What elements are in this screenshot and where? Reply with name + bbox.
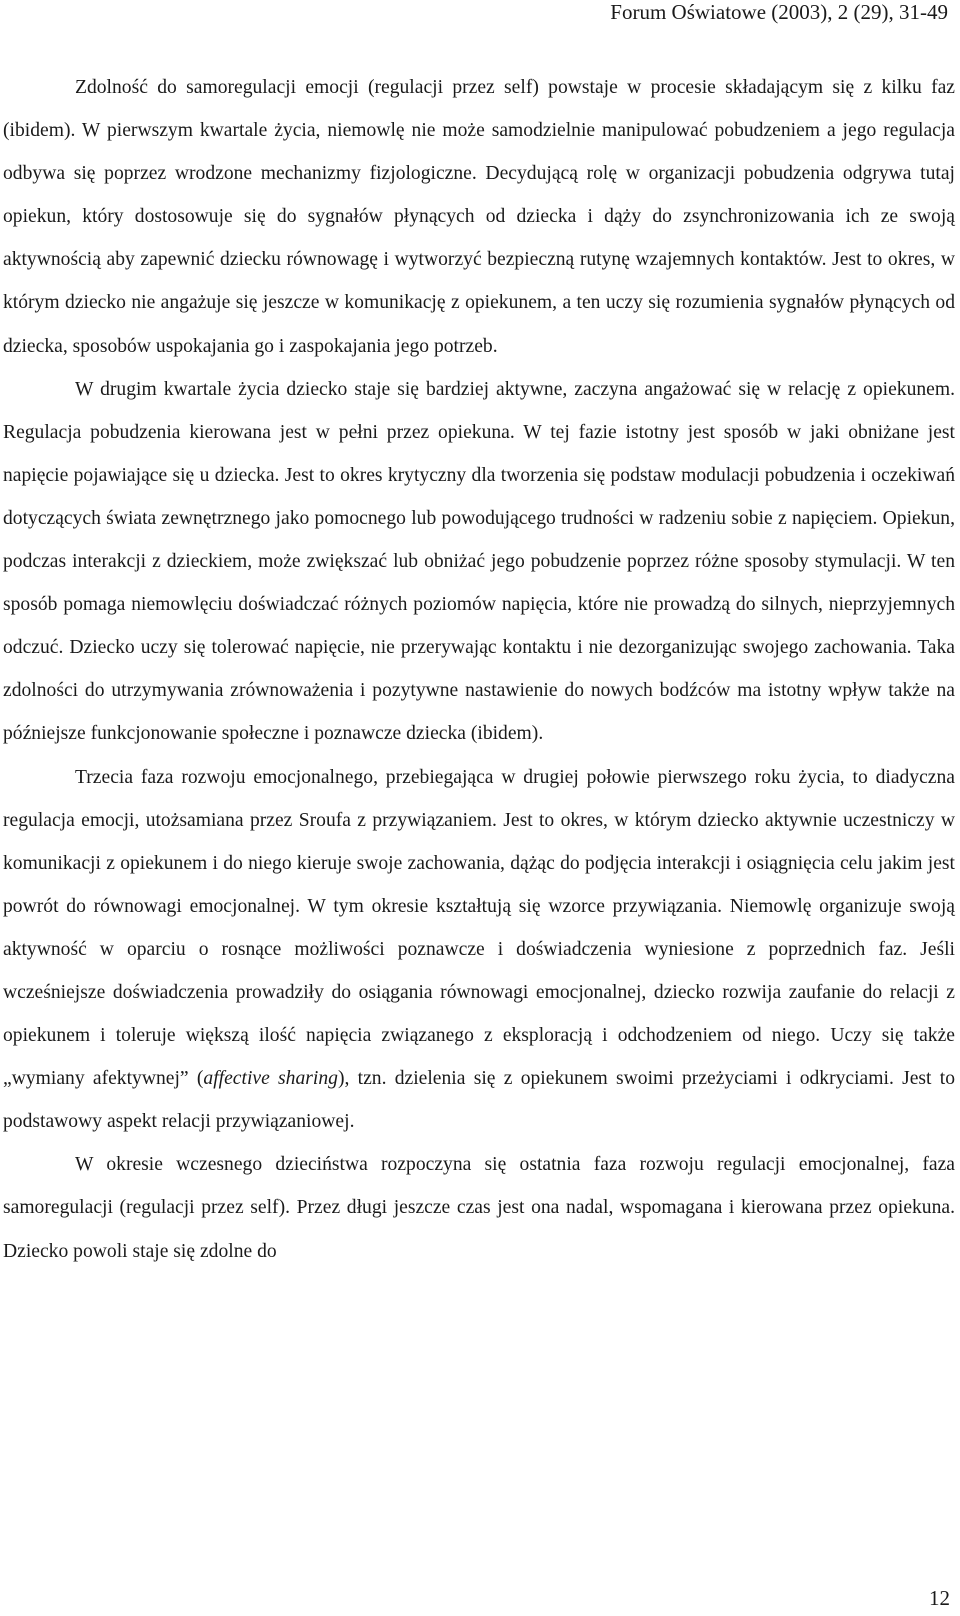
paragraph xyxy=(3,368,955,756)
text-run: Trzecia faza rozwoju emocjonalnego, przebiegająca w drugiej połowie pierwszego roku życia, to diadyczna regulacja emocji, utożsamiana przez Sroufa z przywiązaniem. Jest to okres, w którym dziecko aktywnie uczestniczy w komunikacji z opiekunem i do niego kieruje swoje zachowania, dążąc do podjęcia interakcji i osiągnięcia celu jakim jest powrót do równowagi emocjonalnej. W tym okresie kształtują się wzorce przywiązania. Niemowlę organizuje swoją aktywność w oparciu o rosnące możliwości poznawcze i doświadczenia wyniesione z poprzednich faz. Jeśli wcześniejsze doświadczenia prowadziły do osiągania równowagi emocjonalnej, dziecko rozwija zaufanie do relacji z opiekunem i toleruje większą ilość napięcia związanego z eksploracją i odchodzeniem od niego. Uczy się także „wymiany afektywnej” ( xyxy=(3,766,955,1090)
italic-term: affective sharing xyxy=(203,1068,338,1090)
text-run: ), tzn. dzielenia się z opiekunem swoimi przeżyciami i odkryciami. Jest to podstawowy aspekt relacji przywiązaniowej. xyxy=(3,1068,956,1133)
text-run: W drugim kwartale życia dziecko staje się bardziej aktywne, zaczyna angażować się w relację z opiekunem. Regulacja pobudzenia kierowana jest w pełni przez opiekuna. W tej fazie istotny jest sposób w jaki obniżane jest napięcie pojawiające się u dziecka. Jest to okres krytyczny dla tworzenia się podstaw modulacji pobudzenia i oczekiwań dotyczących świata zewnętrznego jako pomocnego lub powodującego trudności w radzeniu sobie z napięciem. Opiekun, podczas interakcji z dzieckiem, może zwiększać lub obniżać jego pobudzenie poprzez różne sposoby stymulacji. W ten sposób pomaga niemowlęciu doświadczać różnych poziomów napięcia, które nie prowadzą do silnych, nieprzyjemnych odczuć. Dziecko uczy się tolerować napięcie, nie przerywając kontaktu i nie dezorganizując swojego zachowania. Taka zdolności do utrzymywania zrównoważenia i pozytywne nastawienie do nowych bodźców ma istotny wpływ także na późniejsze funkcjonowanie społeczne i poznawcze dziecka (ibidem). xyxy=(3,378,955,745)
page-number: 12 xyxy=(929,1586,950,1610)
running-header: Forum Oświatowe (2003), 2 (29), 31-49 xyxy=(610,0,948,24)
paragraph xyxy=(3,66,955,368)
text-run: W okresie wczesnego dzieciństwa rozpoczyna się ostatnia faza rozwoju regulacji emocjonalnej, faza samoregulacji (regulacji przez self). Przez długi jeszcze czas jest ona nadal, wspomagana i kierowana przez opiekuna. Dziecko powoli staje się zdolne do xyxy=(3,1154,955,1262)
paragraph xyxy=(3,756,955,1144)
paragraph xyxy=(3,1143,955,1272)
body-text xyxy=(3,66,955,1273)
text-run: Zdolność do samoregulacji emocji (regulacji przez self) powstaje w procesie składającym się z kilku faz (ibidem). W pierwszym kwartale życia, niemowlę nie może samodzielnie manipulować pobudzeniem a jego regulacja odbywa się poprzez wrodzone mechanizmy fizjologiczne. Decydującą rolę w organizacji pobudzenia odgrywa tutaj opiekun, który dostosowuje się do sygnałów płynących od dziecka i dąży do zsynchronizowania ich ze swoją aktywnością aby zapewnić dziecku równowagę i wytworzyć bezpieczną rutynę wzajemnych kontaktów. Jest to okres, w którym dziecko nie angażuje się jeszcze w komunikację z opiekunem, a ten uczy się rozumienia sygnałów płynących od dziecka, sposobów uspokajania go i zaspokajania jego potrzeb. xyxy=(3,77,955,357)
